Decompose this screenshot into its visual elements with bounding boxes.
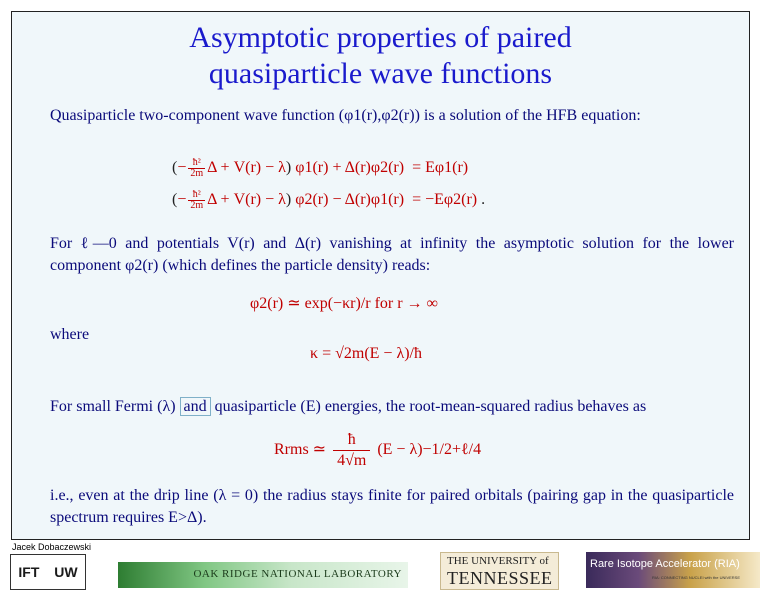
asymptotic-equation: φ2(r) ≃ exp(−κr)/r for r → ∞ xyxy=(250,295,438,312)
where-label: where xyxy=(50,326,90,343)
ornl-text: OAK RIDGE NATIONAL LABORATORY xyxy=(193,568,402,580)
ria-subtitle: RIA: CONNECTING NUCLEI with the UNIVERSE xyxy=(652,575,741,580)
author-name: Jacek Dobaczewski xyxy=(12,542,92,552)
slide-panel xyxy=(11,11,750,540)
kappa-equation: κ = √2m(E − λ)/ħ xyxy=(310,345,422,362)
rms-equation: Rrms ≃ $\frac{ħ}{4√m}$ (E − λ)−1/2+ℓ/4 xyxy=(274,431,482,469)
conclusion-paragraph: i.e., even at the drip line (λ = 0) the radius stays finite for paired orbitals (pairing gap in the quasiparticle spectrum requires E>Δ). xyxy=(50,487,734,526)
hfb-equation-1: (− $\frac{\text{ħ²}}{2m}$ Δ + V(r) − λ) φ1(r) + Δ(r)φ2(r) = Eφ1(r) xyxy=(172,157,469,179)
intro-paragraph: Quasiparticle two-component wave function (φ1(r),φ2(r)) is a solution of the HFB equation: xyxy=(50,107,641,124)
ornl-logo xyxy=(118,562,408,588)
title-line-1: Asymptotic properties of paired xyxy=(189,21,572,54)
title-line-2: quasiparticle wave functions xyxy=(208,57,553,90)
uw-text: UW xyxy=(54,564,78,580)
hfb-equation-2: (− $\frac{\text{ħ²}}{2m}$ Δ + V(r) − λ) φ2(r) − Δ(r)φ1(r) = −Eφ2(r) . xyxy=(172,189,486,211)
university-of-tennessee-logo xyxy=(440,552,559,590)
hbar-fraction: $\frac{\text{ħ²}}{2m}$ xyxy=(190,157,204,179)
ut-line-2: TENNESSEE xyxy=(447,568,553,588)
ria-text: Rare Isotope Accelerator (RIA) xyxy=(590,558,740,570)
boxed-word: and xyxy=(180,397,211,416)
ria-logo xyxy=(586,552,760,588)
rms-fraction: $\frac{ħ}{4√m}$ xyxy=(333,430,370,471)
asymptotic-paragraph: For ℓ—0 and potentials V(r) and Δ(r) vanishing at infinity the asymptotic solution for the lower component φ2(r) (which defines the particle density) reads: xyxy=(50,235,734,274)
footer-bar xyxy=(0,540,763,597)
rms-paragraph: For small Fermi (λ) and quasiparticle (E) energies, the root-mean-squared radius behaves as xyxy=(50,398,647,415)
ut-line-1: THE UNIVERSITY of xyxy=(447,555,549,567)
slide-title xyxy=(12,20,749,92)
ift-text: IFT xyxy=(18,564,40,580)
hbar-fraction: $\frac{\text{ħ²}}{2m}$ xyxy=(190,189,204,211)
ift-uw-logo xyxy=(10,554,86,590)
